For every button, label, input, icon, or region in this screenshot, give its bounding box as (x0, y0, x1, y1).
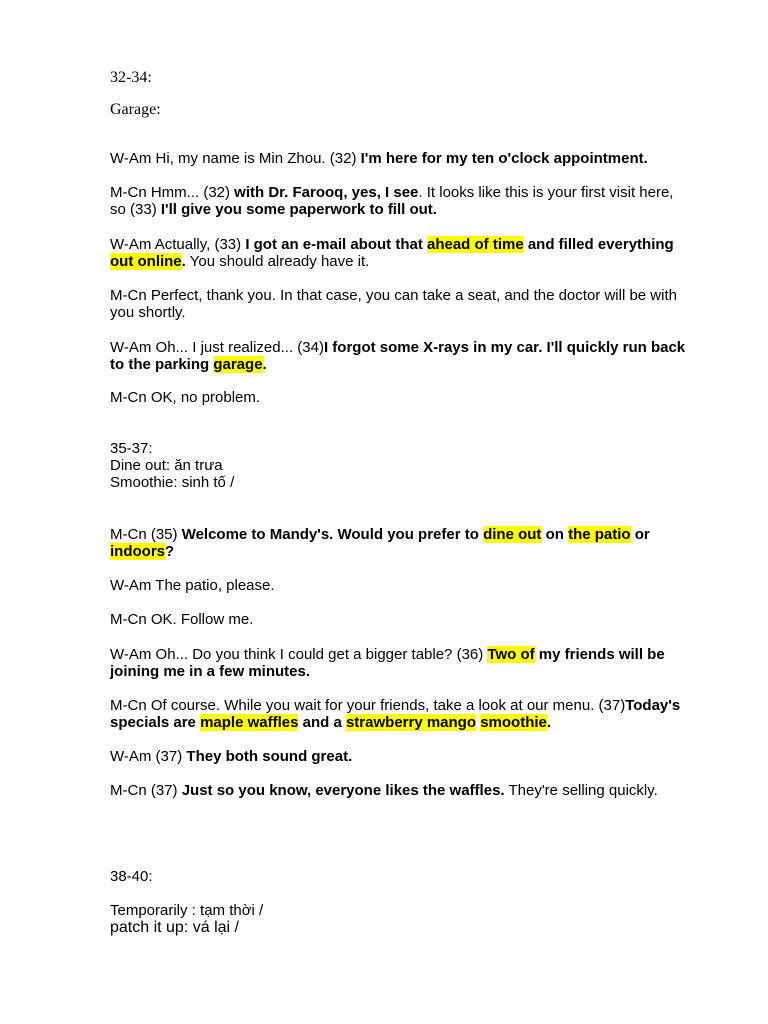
dialogue-text: M-Cn Perfect, thank you. In that case, you can take a seat, and the doctor will be with (110, 287, 677, 304)
answer-text: . (546, 714, 552, 731)
highlighted-phrase: Two of (487, 646, 535, 663)
answer-text: Today's (625, 697, 681, 714)
dialogue-line: W-Am The patio, please. (110, 577, 275, 594)
section-topic-garage: Garage: (110, 101, 161, 118)
highlighted-phrase: ahead of time (426, 236, 524, 253)
dialogue-paragraph (110, 339, 700, 373)
dialogue-text: They're selling quickly. (504, 782, 658, 799)
highlighted-phrase: strawberry mango (345, 714, 477, 731)
answer-text: or (630, 526, 650, 543)
highlighted-phrase: maple waffles (200, 714, 299, 731)
answer-text: . (262, 356, 267, 373)
vocab-item: Smoothie: sinh tố / (110, 474, 235, 491)
answer-text: ? (165, 543, 175, 560)
speaker-text: M-Cn Hmm... (32) (110, 184, 235, 201)
dialogue-text: so (33) (110, 201, 161, 218)
speaker-text: W-Am Actually, (33) (110, 236, 246, 253)
dialogue-line: M-Cn OK. Follow me. (110, 611, 254, 628)
answer-text: Welcome to Mandy's. Would you prefer to (181, 526, 484, 543)
dialogue-paragraph (110, 526, 700, 560)
speaker-text: W-Am Oh... Do you think I could get a bigger table? (36) (110, 646, 488, 663)
dialogue-paragraph (110, 697, 700, 731)
dialogue-text: . It looks like this is your first visit here, (418, 184, 674, 201)
vocab-item: Dine out: ăn trưa (110, 457, 223, 474)
dialogue-paragraph (110, 184, 700, 218)
speaker-text: W-Am Hi, my name is Min Zhou. (32) (110, 150, 361, 167)
highlighted-phrase: dine out (483, 526, 542, 543)
answer-text: and filled everything (523, 236, 674, 253)
answer-text: with Dr. Farooq, yes, I see (234, 184, 419, 201)
answer-text: I'll give you some paperwork to fill out. (160, 201, 437, 218)
speaker-text: W-Am (37) (110, 748, 187, 765)
answer-text: on (541, 526, 569, 543)
section-label-38-40: 38-40: (110, 868, 153, 885)
vocab-item: patch it up: vá lại / (110, 919, 239, 936)
speaker-text: M-Cn (35) (110, 526, 182, 543)
vocab-item: Temporarily : tạm thời / (110, 902, 264, 919)
dialogue-line: M-Cn OK, no problem. (110, 389, 261, 406)
answer-text: and a (298, 714, 346, 731)
highlighted-phrase: indoors (110, 543, 165, 560)
answer-text: I got an e-mail about that (245, 236, 427, 253)
answer-text: I'm here for my ten o'clock appointment. (360, 150, 648, 167)
answer-text: to the parking (110, 356, 214, 373)
dialogue-line (110, 782, 658, 799)
speaker-text: M-Cn Of course. While you wait for your friends, take a look at our menu. (37) (110, 697, 626, 714)
section-label-32-34: 32-34: (110, 69, 152, 86)
dialogue-line (110, 150, 648, 167)
answer-text: my friends will be (534, 646, 665, 663)
answer-text: specials are (110, 714, 201, 731)
highlighted-phrase: garage (213, 356, 263, 373)
answer-text: I forgot some X-rays in my car. I'll quickly run back (323, 339, 686, 356)
dialogue-paragraph (110, 236, 700, 270)
answer-text: They both sound great. (186, 748, 353, 765)
dialogue-line (110, 748, 352, 765)
section-label-35-37: 35-37: (110, 440, 153, 457)
answer-text: Just so you know, everyone likes the waffles. (181, 782, 505, 799)
answer-text: joining me in a few minutes. (110, 663, 311, 680)
answer-text: . (181, 253, 186, 270)
speaker-text: W-Am Oh... I just realized... (34) (110, 339, 324, 356)
vocab-block (110, 440, 700, 491)
speaker-text: M-Cn (37) (110, 782, 182, 799)
dialogue-text: You should already have it. (185, 253, 370, 270)
dialogue-text: you shortly. (110, 304, 186, 321)
highlighted-phrase: the patio (568, 526, 631, 543)
highlighted-phrase: smoothie (480, 714, 547, 731)
dialogue-paragraph (110, 646, 700, 680)
dialogue-paragraph (110, 287, 700, 321)
highlighted-phrase: out online (110, 253, 182, 270)
